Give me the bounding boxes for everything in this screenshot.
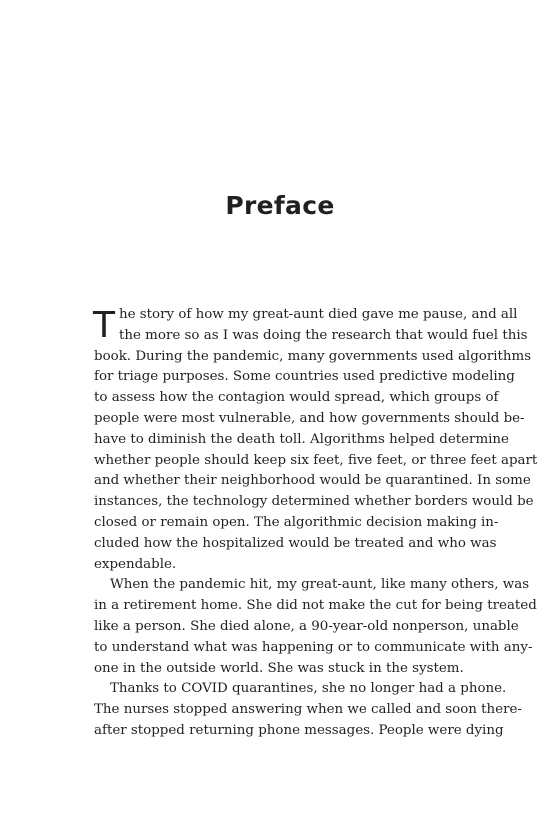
text-line: in a retirement home. She did not make the cut for being treated: [94, 598, 537, 614]
paragraph-3: [94, 679, 522, 741]
text-line: Thanks to COVID quarantines, she no longer had a phone.: [110, 681, 507, 697]
text-line: have to diminish the death toll. Algorithms helped determine: [94, 431, 509, 447]
text-line: he story of how my great-aunt died gave me pause, and all: [119, 307, 518, 322]
dropcap-block: [93, 305, 528, 347]
text-line: closed or remain open. The algorithmic decision making in-: [94, 514, 499, 530]
paragraph-2: [94, 575, 537, 679]
text-line: When the pandemic hit, my great-aunt, like many others, was: [110, 577, 530, 593]
text-line: book. During the pandemic, many governments used algorithms: [94, 348, 532, 364]
body-text: [93, 305, 538, 742]
text-line: whether people should keep six feet, five feet, or three feet apart: [94, 452, 538, 468]
text-line: the more so as I was doing the research that would fuel this: [119, 327, 528, 343]
text-line: like a person. She died alone, a 90-year-old nonperson, unable: [94, 618, 519, 634]
text-line: to assess how the contagion would spread, which groups of: [94, 390, 499, 406]
text-line: for triage purposes. Some countries used predictive modeling: [94, 369, 515, 385]
drop-cap: T: [93, 305, 115, 346]
text-line: to understand what was happening or to communicate with any-: [94, 639, 533, 655]
text-line: people were most vulnerable, and how governments should be-: [94, 410, 525, 426]
text-line: The nurses stopped answering when we called and soon there-: [94, 702, 522, 718]
text-line: and whether their neighborhood would be quarantined. In some: [94, 473, 531, 489]
text-line: after stopped returning phone messages. People were dying: [94, 722, 504, 738]
text-line: cluded how the hospitalized would be treated and who was: [94, 535, 497, 551]
text-line: expendable.: [94, 556, 177, 572]
chapter-title: Preface: [225, 191, 335, 220]
text-line: instances, the technology determined whether borders would be: [94, 494, 534, 510]
text-line: one in the outside world. She was stuck in the system.: [94, 660, 464, 676]
paragraph-1: [93, 305, 538, 575]
